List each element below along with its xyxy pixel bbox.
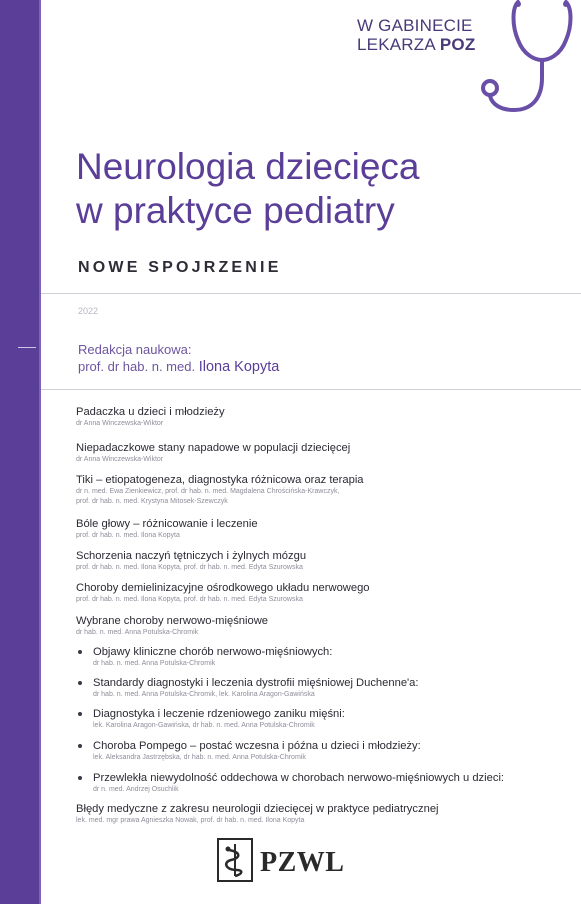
bullet-icon bbox=[78, 712, 82, 716]
toc-item bbox=[76, 473, 364, 507]
toc-item-title: Błędy medyczne z zakresu neurologii dziecięcej w praktyce pediatrycznej bbox=[76, 803, 439, 815]
stethoscope-icon bbox=[478, 0, 581, 120]
bullet-icon bbox=[78, 744, 82, 748]
series-line-1: W GABINECIE bbox=[357, 16, 473, 35]
toc-item-authors: dr hab. n. med. Anna Potulska-Chromik bbox=[93, 660, 216, 667]
toc-item-title: Choroba Pompego – postać wczesna i późna u dzieci i młodzieży: bbox=[93, 740, 421, 752]
toc-item bbox=[76, 405, 225, 429]
toc-item-authors: lek. Karolina Aragon-Gawińska, dr hab. n. med. Anna Potulska-Chromik bbox=[93, 722, 315, 729]
editors-line bbox=[78, 358, 279, 376]
toc-subitem bbox=[76, 676, 419, 700]
cover-spine bbox=[0, 0, 39, 904]
toc-item-authors: dr Anna Winczewska-Wiktor bbox=[76, 420, 164, 427]
toc-item-authors: dr hab. n. med. Anna Potulska-Chromik bbox=[76, 629, 199, 636]
pzwl-logo-icon bbox=[217, 838, 253, 882]
bullet-icon bbox=[78, 681, 82, 685]
toc-item-title: Bóle głowy – różnicowanie i leczenie bbox=[76, 518, 258, 530]
toc-item-title: Schorzenia naczyń tętniczych i żylnych mózgu bbox=[76, 550, 307, 562]
spine-edge bbox=[39, 0, 41, 904]
series-name bbox=[357, 16, 475, 54]
book-title bbox=[76, 145, 419, 233]
editor-prefix: prof. dr hab. n. med. bbox=[78, 359, 199, 374]
toc-item-authors: lek. Aleksandra Jastrzębska, dr hab. n. med. Anna Potulska-Chromik bbox=[93, 754, 306, 761]
title-line-2: w praktyce pediatry bbox=[76, 190, 395, 231]
toc-item-authors: prof. dr hab. n. med. Ilona Kopyta, prof. dr hab. n. med. Edyta Szurowska bbox=[76, 596, 303, 603]
divider-top bbox=[41, 293, 581, 294]
toc-item-title: Standardy diagnostyki i leczenia dystrofii mięśniowej Duchenne'a: bbox=[93, 677, 419, 689]
bullet-icon bbox=[78, 650, 82, 654]
toc-subitem bbox=[76, 739, 421, 763]
toc-item bbox=[76, 441, 350, 465]
pzwl-snake-icon bbox=[219, 840, 251, 880]
toc-item-title: Wybrane choroby nerwowo-mięśniowe bbox=[76, 615, 269, 627]
toc-item-authors: dr Anna Winczewska-Wiktor bbox=[76, 456, 164, 463]
toc-subitem bbox=[76, 771, 504, 795]
editors-label: Redakcja naukowa: bbox=[78, 342, 192, 357]
toc-item-title: Diagnostyka i leczenie rdzeniowego zaniku mięśni: bbox=[93, 708, 345, 720]
toc-item-authors: prof. dr hab. n. med. Ilona Kopyta, prof. dr hab. n. med. Edyta Szurowska bbox=[76, 564, 303, 571]
toc-item-title: Padaczka u dzieci i młodzieży bbox=[76, 406, 225, 418]
toc-item-authors: prof. dr hab. n. med. Krystyna Mitosek-Szewczyk bbox=[76, 498, 228, 505]
series-line-2 bbox=[357, 35, 475, 54]
editors bbox=[78, 341, 279, 376]
toc-item bbox=[76, 517, 258, 541]
toc-subitem bbox=[76, 645, 332, 669]
toc-item-title: Tiki – etiopatogeneza, diagnostyka różnicowa oraz terapia bbox=[76, 474, 364, 486]
series-line-2a: LEKARZA bbox=[357, 35, 440, 54]
year: 2022 bbox=[78, 306, 99, 316]
editor-name: Ilona Kopyta bbox=[198, 359, 280, 375]
toc-item bbox=[76, 802, 439, 826]
toc-item bbox=[76, 614, 268, 638]
toc-item-title: Objawy kliniczne chorób nerwowo-mięśniowych: bbox=[93, 646, 333, 658]
publisher-name: PZWL bbox=[260, 847, 345, 878]
series-line-2b: POZ bbox=[439, 35, 476, 54]
toc-item-authors: dr n. med. Ewa Zienkiewicz, prof. dr hab. n. med. Magdalena Chrościńska-Krawczyk, bbox=[76, 488, 340, 495]
toc-item-authors: lek. med. mgr prawa Agnieszka Nowak, prof. dr hab. n. med. Ilona Kopyta bbox=[76, 817, 305, 824]
toc-item-authors: dr hab. n. med. Anna Potulska-Chromik, lek. Karolina Aragon-Gawińska bbox=[93, 691, 315, 698]
editor-dash bbox=[18, 347, 36, 348]
title-line-1: Neurologia dziecięca bbox=[76, 146, 420, 187]
toc-item bbox=[76, 549, 306, 573]
toc-item-authors: prof. dr hab. n. med. Ilona Kopyta bbox=[76, 532, 180, 539]
toc-item-authors: dr n. med. Andrzej Osuchlik bbox=[93, 786, 179, 793]
toc-item bbox=[76, 581, 370, 605]
toc-item-title: Przewlekła niewydolność oddechowa w chorobach nerwowo-mięśniowych u dzieci: bbox=[93, 772, 505, 784]
toc-subitem bbox=[76, 707, 345, 731]
toc-item-title: Choroby demielinizacyjne ośrodkowego układu nerwowego bbox=[76, 582, 370, 594]
divider-toc bbox=[41, 389, 581, 390]
toc-item-title: Niepadaczkowe stany napadowe w populacji dziecięcej bbox=[76, 442, 351, 454]
book-subtitle: NOWE SPOJRZENIE bbox=[78, 259, 282, 276]
bullet-icon bbox=[78, 776, 82, 780]
